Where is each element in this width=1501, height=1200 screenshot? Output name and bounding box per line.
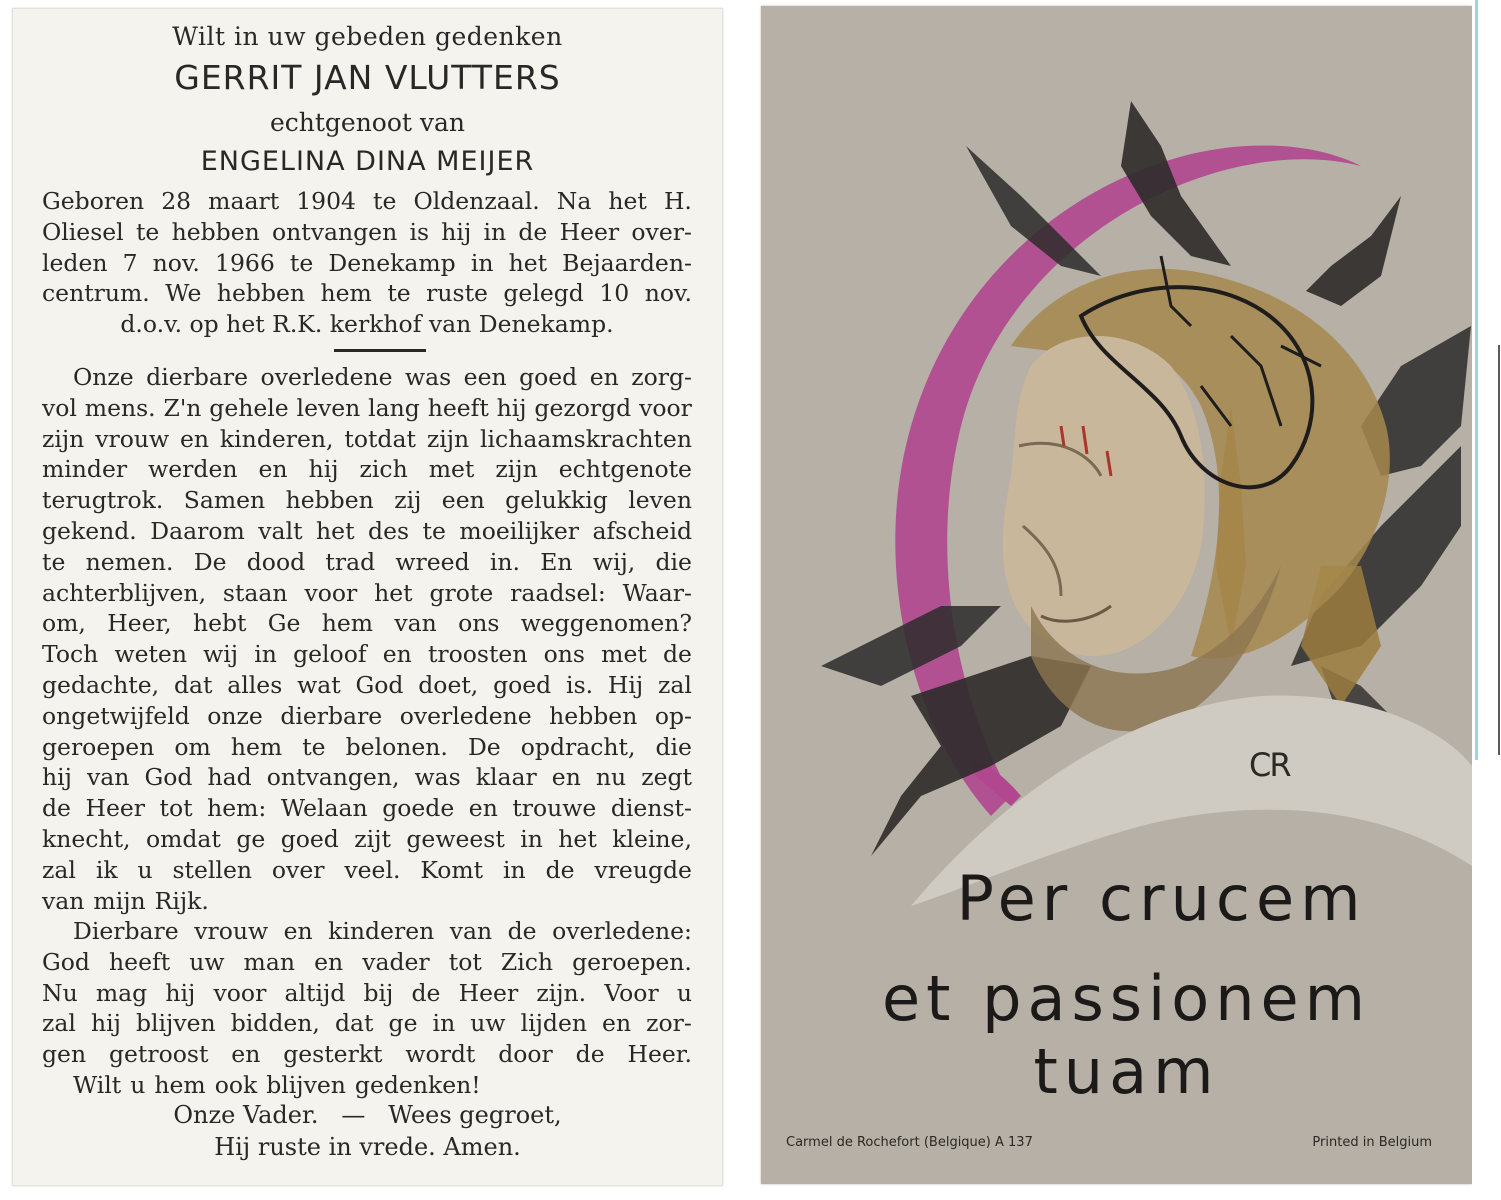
artist-signature: CR	[1249, 746, 1290, 784]
edge-strip	[1498, 345, 1500, 755]
eulogy-line: Onze dierbare overledene was een goed en zorg-	[73, 363, 692, 391]
printed-in-label: Printed in Belgium	[1312, 1135, 1432, 1150]
closing-line: Wilt u hem ook blijven gedenken!	[73, 1070, 481, 1099]
bio-line: centrum. We hebben hem te ruste gelegd 10 nov.	[42, 279, 692, 308]
closing-line: God heeft uw man en vader tot Zich geroepen.	[42, 947, 692, 976]
edge-strip	[1475, 0, 1478, 760]
eulogy-line: gekend. Daarom valt het des te moeilijker afscheid	[42, 516, 692, 545]
eulogy-line: zijn vrouw en kinderen, totdat zijn lichaamskrachten	[42, 424, 692, 453]
eulogy-line: Toch weten wij in geloof en troosten ons met de	[42, 640, 692, 669]
eulogy-line: gedachte, dat alles wat God doet, goed is. Hij zal	[42, 670, 692, 699]
memorial-card-text-side	[12, 8, 723, 1186]
eulogy-line: de Heer tot hem: Welaan goede en trouwe dienst-	[42, 794, 692, 823]
eulogy-line: om, Heer, hebt Ge hem van ons weggenomen?	[42, 609, 692, 638]
eulogy-line: geroepen om hem te belonen. De opdracht, die	[42, 732, 692, 761]
cross-stroke	[1306, 196, 1401, 306]
section-divider	[334, 349, 426, 352]
bio-line: leden 7 nov. 1966 te Denekamp in het Bejaarden-	[42, 248, 692, 277]
intro-line: Wilt in uw gebeden gedenken	[172, 22, 563, 51]
spouse-name: ENGELINA DINA MEIJER	[200, 146, 535, 177]
eulogy-line: minder werden en hij zich met zijn echtgenote	[42, 455, 692, 484]
deceased-name: GERRIT JAN VLUTTERS	[174, 58, 561, 97]
eulogy-line: te nemen. De dood trad wreed in. En wij, die	[42, 547, 692, 576]
closing-line: Nu mag hij voor altijd bij de Heer zijn. Voor u	[42, 978, 692, 1007]
face	[1003, 336, 1205, 656]
publisher-imprint: Carmel de Rochefort (Belgique) A 137	[786, 1135, 1033, 1150]
closing-line: zal hij blijven bidden, dat ge in uw lijden en zor-	[42, 1009, 692, 1038]
bio-line: d.o.v. op het R.K. kerkhof van Denekamp.	[120, 310, 614, 339]
eulogy-line: van mijn Rijk.	[42, 886, 209, 915]
eulogy-line: knecht, omdat ge goed zijt geweest in het kleine,	[42, 824, 692, 853]
prayer-line	[12, 1133, 723, 1161]
memorial-card-image-side	[761, 6, 1472, 1184]
closing-line: Dierbare vrouw en kinderen van de overledene:	[73, 917, 692, 945]
eulogy-line: vol mens. Z'n gehele leven lang heeft hij gezorgd voor	[42, 393, 692, 422]
eulogy-line: terugtrok. Samen hebben zij een gelukkig leven	[42, 486, 692, 515]
eulogy-line: ongetwijfeld onze dierbare overledene hebben op-	[42, 701, 692, 730]
motto-line-2: et passionem tuam	[881, 962, 1372, 1108]
bio-line: Oliesel te hebben ontvangen is hij in de Heer over-	[42, 217, 692, 246]
bio-line: Geboren 28 maart 1904 te Oldenzaal. Na het H.	[42, 187, 692, 215]
prayer-line	[12, 1101, 723, 1129]
eulogy-line: hij van God had ontvangen, was klaar en nu zegt	[42, 763, 692, 792]
closing-paragraph	[42, 916, 692, 1101]
prayer-text: Onze Vader. — Wees gegroet,	[173, 1101, 562, 1129]
eulogy-line: zal ik u stellen over veel. Komt in de vreugde	[42, 855, 692, 884]
eulogy-line: achterblijven, staan voor het grote raadsel: Waar-	[42, 578, 692, 607]
eulogy-paragraph	[42, 362, 692, 916]
biography-paragraph	[42, 186, 692, 340]
closing-line: gen getroost en gesterkt wordt door de Heer.	[42, 1040, 692, 1069]
prayer-text: Hij ruste in vrede. Amen.	[214, 1133, 521, 1161]
motto-line-1: Per crucem	[956, 862, 1367, 935]
scan-edge	[1472, 0, 1501, 1200]
cross-stroke	[1121, 101, 1231, 266]
spouse-of-label: echtgenoot van	[269, 108, 466, 137]
